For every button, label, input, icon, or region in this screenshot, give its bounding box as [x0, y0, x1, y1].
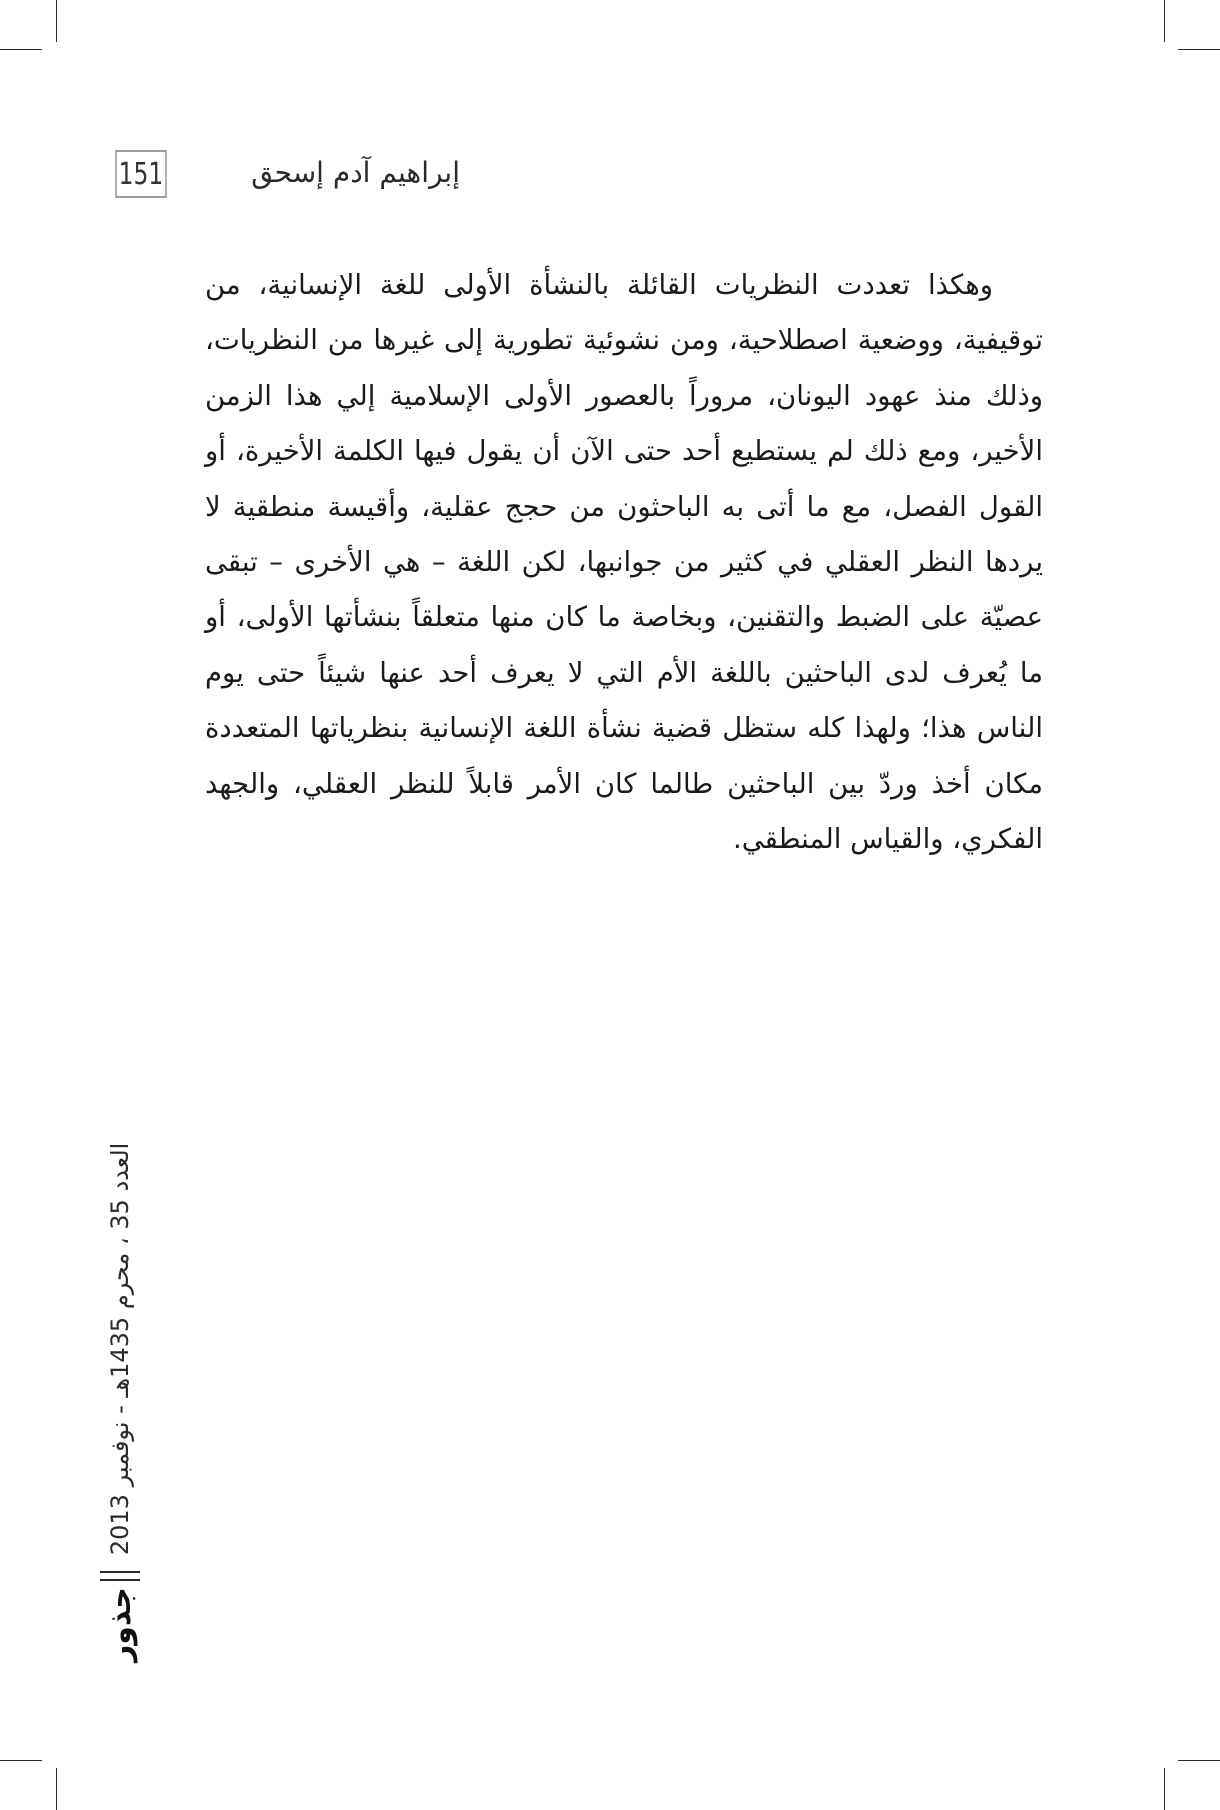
journal-issue-info: العدد 35 ، محرم 1435هـ - نوفمبر 2013: [106, 1142, 134, 1556]
crop-mark: [1164, 0, 1165, 42]
crop-mark: [1178, 1760, 1220, 1761]
crop-mark: [1178, 49, 1220, 50]
crop-mark: [0, 1760, 42, 1761]
divider: [100, 1571, 140, 1581]
paragraph: وهكذا تعددت النظريات القائلة بالنشأة الأولى للغة الإنسانية، من توقيفية، ووضعية اصطلاحية، ومن نشوئية تطورية إلى غيرها من النظريات، وذلك منذ عهود اليونان، مروراً بالعصور الأولى الإسلامية إلي هذا الزمن الأخير، ومع ذلك لم يستطيع أحد حتى الآن أن يقول فيها الكلمة الأخيرة، أو القول الفصل، مع ما أتى به الباحثون من حجج عقلية، وأقيسة منطقية لا يردها النظر العقلي في كثير من جوانبها، لكن اللغة – هي الأخرى – تبقى عصيّة على الضبط والتقنين، وبخاصة ما كان منها متعلقاً بنشأتها الأولى، أو ما يُعرف لدى الباحثين باللغة الأم التي لا يعرف أحد عنها شيئاً حتى يوم الناس هذا؛ ولهذا كله ستظل قضية نشأة اللغة الإنسانية بنظرياتها المتعددة مكان أخذ وردّ بين الباحثين طالما كان الأمر قابلاً للنظر العقلي، والجهد الفكري، والقياس المنطقي.: [205, 269, 1043, 856]
page-number: 151: [115, 150, 166, 198]
journal-logo: جذور: [102, 1587, 138, 1662]
crop-mark: [56, 1768, 57, 1810]
crop-mark: [56, 0, 57, 42]
running-head-author: إبراهيم آدم إسحق: [251, 156, 460, 189]
crop-mark: [0, 49, 42, 50]
article-body: [205, 258, 1043, 867]
journal-sidebar: [100, 1143, 140, 1662]
crop-mark: [1164, 1768, 1165, 1810]
